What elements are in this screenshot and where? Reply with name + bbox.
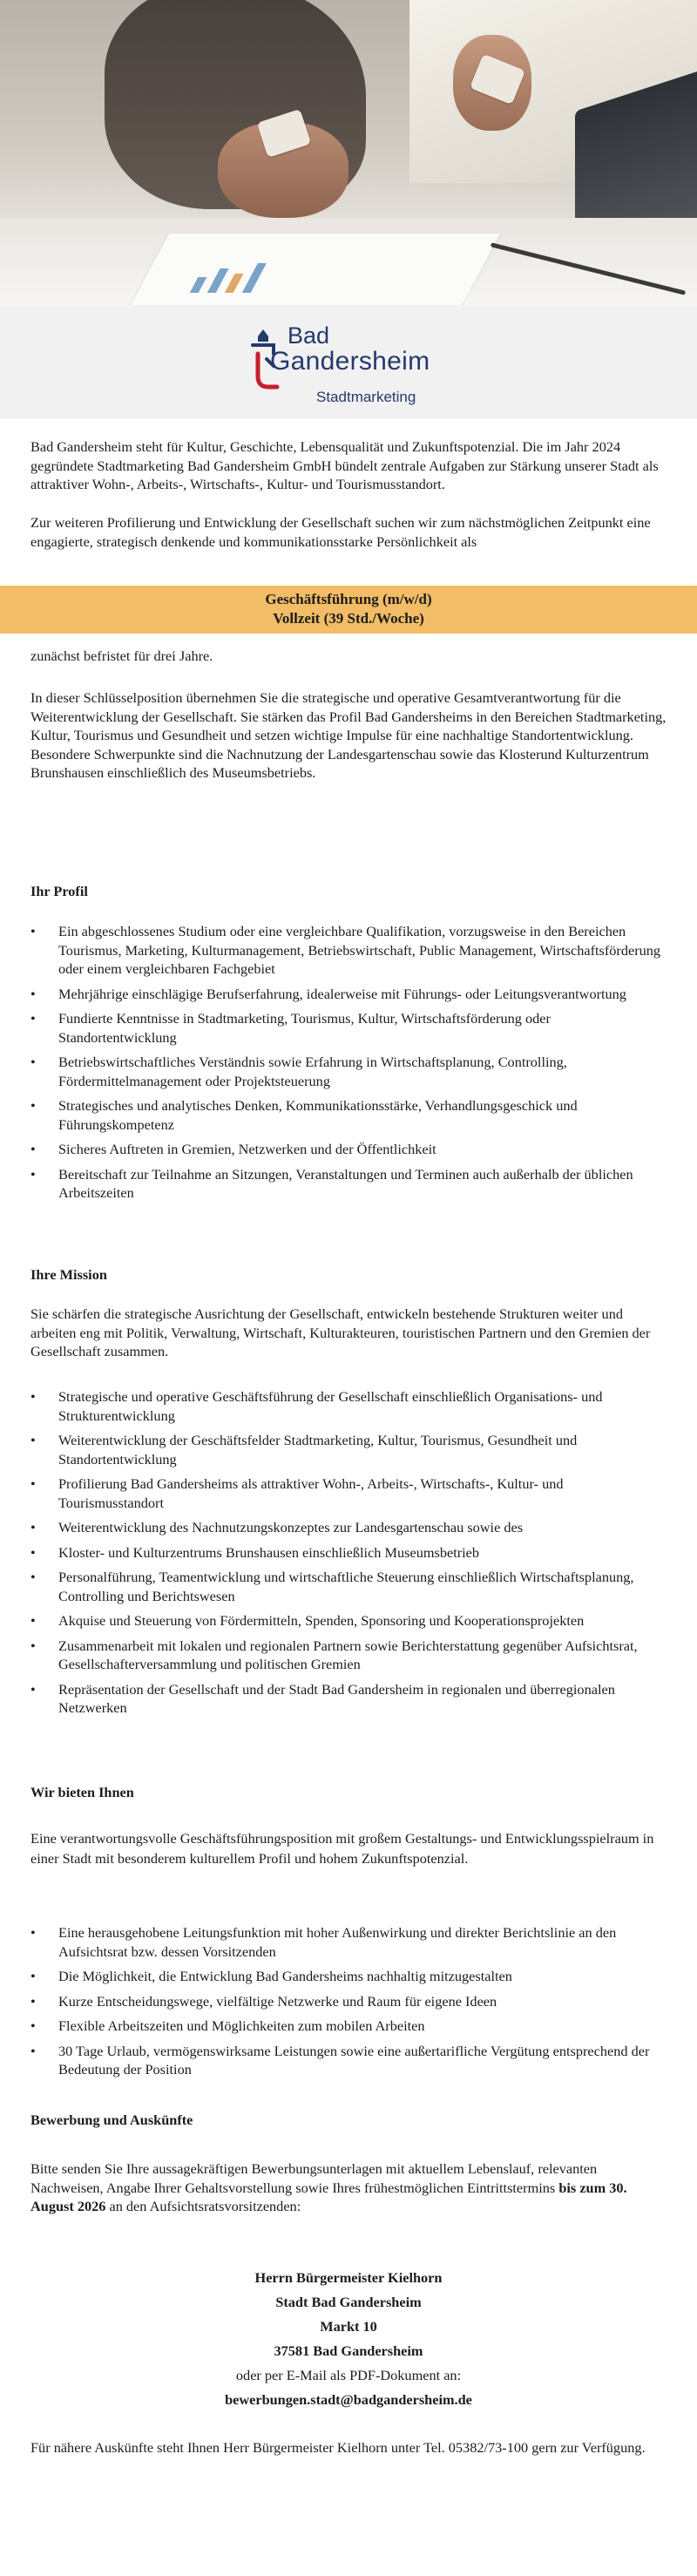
list-item: • Weiterentwicklung der Geschäftsfelder Stadtmarketing, Kultur, Tourismus, Gesundheit und Standortentwicklung — [30, 1431, 667, 1468]
list-item: • Mehrjährige einschlägige Berufserfahrung, idealerweise mit Führungs- oder Leitungsverantwortung — [30, 985, 667, 1004]
hero-photo — [0, 0, 697, 305]
offer-intro: Eine verantwortungsvolle Geschäftsführungsposition mit großem Gestaltungs- und Entwicklungsspielraum in einer Stadt mit besonderem kulturellem Profil und hohem Zukunftspotenzial. — [30, 1830, 654, 1867]
list-item: • Sicheres Auftreten in Gremien, Netzwerken und der Öffentlichkeit — [30, 1140, 667, 1159]
list-item: • Strategische und operative Geschäftsführung der Gesellschaft einschließlich Organisations- und Strukturentwicklung — [30, 1387, 667, 1425]
list-item: • Fundierte Kenntnisse in Stadtmarketing, Tourismus, Kultur, Wirtschaftsförderung oder Standortentwicklung — [30, 1009, 667, 1047]
application-text — [30, 2159, 667, 2216]
mission-list — [30, 1387, 667, 1724]
intro-paragraph-1: Bad Gandersheim steht für Kultur, Geschichte, Lebensqualität und Zukunftspotenzial. Die im Jahr 2024 gegründete Stadtmarketing Bad Gandersheim GmbH bündelt zentrale Aufgaben zur Stärkung unserer Stadt als attraktiver Wohn-, Arbeits-, Wirtschafts-, Kultur- und Tourismusstandort. — [30, 438, 659, 492]
application-address — [0, 2266, 697, 2412]
application-email-link[interactable]: bewerbungen.stadt@badgandersheim.de — [225, 2391, 472, 2408]
profile-heading: Ihr Profil — [30, 883, 88, 899]
list-item: • Zusammenarbeit mit lokalen und regionalen Partnern sowie Berichterstattung gegenüber Aufsichtsrat, Gesellschafterversammlung und politischen Gremien — [30, 1637, 667, 1674]
list-item: • Personalführung, Teamentwicklung und wirtschaftliche Steuerung einschließlich Wirtschaftsplanung, Controlling und Berichtswesen — [30, 1568, 667, 1605]
intro-paragraph-2: Zur weiteren Profilierung und Entwicklung der Gesellschaft suchen wir zum nächstmöglichen Zeitpunkt eine engagierte, strategisch denkende und kommunikationsstarke Persönlichkeit als — [30, 514, 651, 550]
list-item: • Die Möglichkeit, die Entwicklung Bad Gandersheims nachhaltig mitzugestalten — [30, 1967, 667, 1986]
list-item: • Strategisches und analytisches Denken, Kommunikationsstärke, Verhandlungsgeschick und Führungskompetenz — [30, 1096, 667, 1134]
position-title: Geschäftsführung (m/w/d) — [265, 591, 432, 607]
address-name: Herrn Bürgermeister Kielhorn — [254, 2269, 443, 2286]
address-city: 37581 Bad Gandersheim — [274, 2342, 423, 2359]
application-text-before: Bitte senden Sie Ihre aussagekräftigen Bewerbungsunterlagen mit aktuellem Lebenslauf, relevanten Nachweisen, Angabe Ihrer Gehaltsvorstellung sowie Ihres frühestmöglichen Eintrittstermins — [30, 2160, 598, 2196]
position-highlight-banner — [0, 586, 697, 634]
logo-word-stadtmarketing: Stadtmarketing — [316, 389, 416, 405]
application-deadline: bis zum 30. August 2026 — [30, 2179, 627, 2214]
list-item: • Profilierung Bad Gandersheims als attraktiver Wohn-, Arbeits-, Wirtschafts-, Kultur- und Tourismusstandort — [30, 1474, 667, 1512]
mission-heading: Ihre Mission — [30, 1266, 107, 1283]
list-item: • Bereitschaft zur Teilnahme an Sitzungen, Veranstaltungen und Terminen auch außerhalb der üblichen Arbeitszeiten — [30, 1165, 667, 1203]
list-item: • Flexible Arbeitszeiten und Möglichkeiten zum mobilen Arbeiten — [30, 2017, 667, 2036]
logo-word-bad: Bad — [288, 322, 330, 349]
logo-word-gandersheim: Gandersheim — [270, 347, 430, 376]
offer-heading: Wir bieten Ihnen — [30, 1784, 134, 1800]
list-item: • Akquise und Steuerung von Fördermitteln, Spenden, Sponsoring und Kooperationsprojekten — [30, 1611, 667, 1630]
term-note: zunächst befristet für drei Jahre. — [30, 647, 213, 664]
list-item: • Eine herausgehobene Leitungsfunktion mit hoher Außenwirkung und direkter Berichtslinie an den Aufsichtsrat bzw. dessen Vorsitzenden — [30, 1923, 667, 1961]
list-item: • Kurze Entscheidungswege, vielfältige Netzwerke und Raum für eigene Ideen — [30, 1992, 667, 2011]
address-or-line: oder per E-Mail als PDF-Dokument an: — [235, 2367, 462, 2383]
list-item: • Betriebswirtschaftliches Verständnis sowie Erfahrung in Wirtschaftsplanung, Controlling, Fördermittelmanagement oder Projektsteuerung — [30, 1053, 667, 1090]
profile-list — [30, 922, 667, 1209]
application-heading: Bewerbung und Auskünfte — [30, 2112, 193, 2128]
offer-list — [30, 1923, 667, 2085]
address-street: Markt 10 — [320, 2318, 377, 2335]
list-item: • Ein abgeschlossenes Studium oder eine vergleichbare Qualifikation, vorzugsweise in den Bereichen Tourismus, Marketing, Kulturmanagement, Betriebswirtschaft, Public Management, Wirtschaftsförderung oder einem vergleichbaren Fachgebiet — [30, 922, 667, 979]
list-item: • Weiterentwicklung des Nachnutzungskonzeptes zur Landesgartenschau sowie des — [30, 1518, 667, 1537]
closing-note: Für nähere Auskünfte steht Ihnen Herr Bürgermeister Kielhorn unter Tel. 05382/73-100 gern zur Verfügung. — [30, 2439, 646, 2456]
list-item: • 30 Tage Urlaub, vermögenswirksame Leistungen sowie eine außertarifliche Vergütung entsprechend der Bedeutung der Position — [30, 2042, 667, 2079]
position-hours: Vollzeit (39 Std./Woche) — [273, 610, 424, 627]
list-item: • Repräsentation der Gesellschaft und der Stadt Bad Gandersheim in regionalen und überregionalen Netzwerken — [30, 1680, 667, 1718]
role-description: In dieser Schlüsselposition übernehmen Sie die strategische und operative Gesamtverantwortung für die Weiterentwicklung der Gesellschaft. Sie stärken das Profil Bad Gandersheims in den Bereichen Stadtmarketing, Kultur, Tourismus und Gesundheit und setzen wichtige Impulse für eine nachhaltige Standortentwicklung. Besondere Schwerpunkte sind die Nachnutzung der Landesgartenschau sowie das Klosterund Kulturzentrum Brunshausen einschließlich des Museumsbetriebs. — [30, 689, 667, 781]
mission-intro: Sie schärfen die strategische Ausrichtung der Gesellschaft, entwickeln bestehende Strukturen weiter und arbeiten eng mit Politik, Verwaltung, Wirtschaft, Kulturakteuren, touristischen Partnern und den Gremien der Gesellschaft zusammen. — [30, 1305, 651, 1359]
address-org: Stadt Bad Gandersheim — [275, 2294, 422, 2310]
application-text-after: an den Aufsichtsratsvorsitzenden: — [105, 2198, 301, 2214]
list-item: • Kloster- und Kulturzentrums Brunshausen einschließlich Museumsbetrieb — [30, 1543, 667, 1563]
hero-chart-paper — [127, 234, 500, 305]
